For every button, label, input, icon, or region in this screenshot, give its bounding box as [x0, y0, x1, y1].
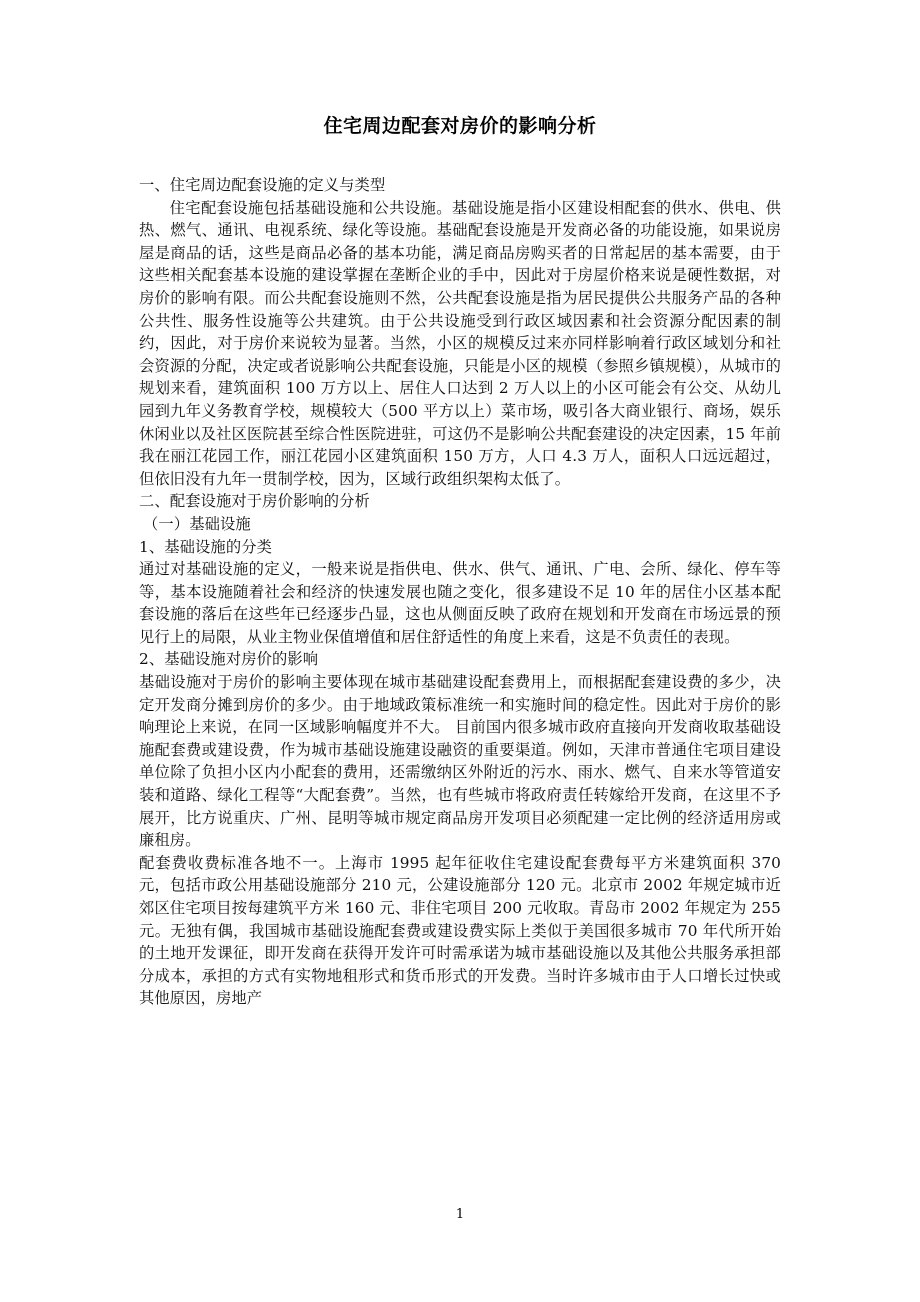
paragraph: 住宅配套设施包括基础设施和公共设施。基础设施是指小区建设相配套的供水、供电、供热、燃气、通讯、电视系统、绿化等设施。基础配套设施是开发商必备的功能设施，如果说房屋是商品的话，这些是商品必备的基本功能，满足商品房购买者的日常起居的基本需要，由于这些相关配套基本设施的建设掌握在垄断企业的手中，因此对于房屋价格来说是硬性数据，对房价的影响有限。而公共配套设施则不然，公共配套设施是指为居民提供公共服务产品的各种公共性、服务性设施等公共建筑。由于公共设施受到行政区域因素和社会资源分配因素的制约，因此，对于房价来说较为显著。当然，小区的规模反过来亦同样影响着行政区域划分和社会资源的分配，决定或者说影响公共配套设施，只能是小区的规模（参照乡镇规模），从城市的规划来看，建筑面积 100 万方以上、居住人口达到 2 万人以上的小区可能会有公交、从幼儿园到九年义务教育学校，规模较大（500 平方以上）菜市场，吸引各大商业银行、商场，娱乐休闲业以及社区医院甚至综合性医院进驻，可这仍不是影响公共配套建设的决定因素，15 年前我在丽江花园工作，丽江花园小区建筑面积 150 万方，人口 4.3 万人，面积人口远远超过，但依旧没有九年一贯制学校，因为，区域行政组织架构太低了。 — [139, 198, 781, 488]
subsection-heading: （一）基础设施 — [143, 514, 251, 533]
section-heading: 二、配套设施对于房价影响的分析 — [139, 492, 370, 511]
paragraph: 基础设施对于房价的影响主要体现在城市基础建设配套费用上，而根据配套建设费的多少，决定开发商分摊到房价的多少。由于地域政策标准统一和实施时间的稳定性。因此对于房价的影响理论上来说，在同一区域影响幅度并不大。 目前国内很多城市政府直接向开发商收取基础设施配套费或建设费，作为城市基础设施建设融资的重要渠道。例如，天津市普通住宅项目建设单位除了负担小区内小配套的费用，还需缴纳区外附近的污水、雨水、燃气、自来水等管道安装和道路、绿化工程等“大配套费”。当然，也有些城市将政府责任转嫁给开发商，在这里不予展开，比方说重庆、广州、昆明等城市规定商品房开发项目必须配建一定比例的经济适用房或廉租房。 — [139, 673, 781, 850]
subsection-item-heading: 2、基础设施对房价的影响 — [139, 650, 319, 669]
page-number: 1 — [455, 1207, 465, 1222]
subsection-item-heading: 1、基础设施的分类 — [139, 537, 273, 556]
document-body — [139, 174, 781, 1010]
page-content — [139, 0, 781, 1010]
page-title: 住宅周边配套对房价的影响分析 — [323, 115, 597, 137]
paragraph: 通过对基础设施的定义，一般来说是指供电、供水、供气、通讯、广电、会所、绿化、停车等等，基本设施随着社会和经济的快速发展也随之变化，很多建设不足 10 年的居住小区基本配套设施的落后在这些年已经逐步凸显，这也从侧面反映了政府在规划和开发商在市场远景的预见行上的局限，从业主物业保值增值和居住舒适性的角度上来看，这是不负责任的表现。 — [139, 560, 781, 646]
section-heading: 一、住宅周边配套设施的定义与类型 — [139, 176, 386, 194]
paragraph: 配套费收费标准各地不一。上海市 1995 起年征收住宅建设配套费每平方米建筑面积 370 元，包括市政公用基础设施部分 210 元，公建设施部分 120 元。北京市 2002 年规定城市近郊区住宅项目按每建筑平方米 160 元、非住宅项目 200 元收取。青岛市 2002 年规定为 255 元。无独有偶，我国城市基础设施配套费或建设费实际上类似于美国很多城市 70 年代所开始的土地开发课征，即开发商在获得开发许可时需承诺为城市基础设施以及其他公共服务承担部分成本，承担的方式有实物地租形式和货币形式的开发费。当时许多城市由于人口增长过快或其他原因，房地产 — [139, 853, 781, 1008]
